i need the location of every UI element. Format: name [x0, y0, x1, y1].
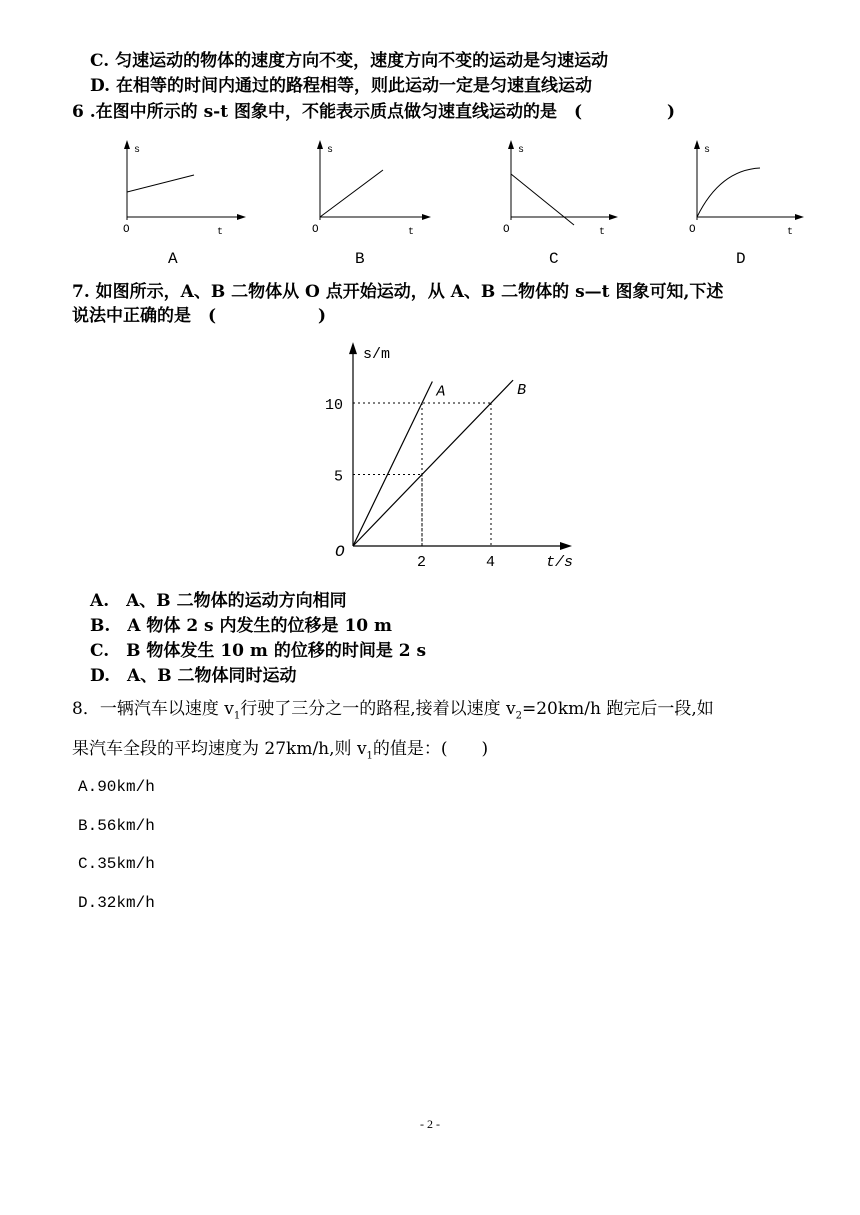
q6-a-caption: A [168, 250, 178, 268]
series-line-B [353, 380, 513, 546]
q6-c-y-label: s [518, 145, 525, 156]
q6-c-caption: C [549, 250, 559, 268]
q6-b-x-label: t [408, 227, 415, 238]
q6-d-x-label: t [787, 227, 794, 238]
y-tick-5: 5 [334, 468, 344, 486]
q6-b-caption: B [355, 250, 365, 268]
q6-c-origin: O [503, 224, 510, 236]
y-axis-label: s/m [363, 346, 391, 364]
series-line-A [353, 382, 432, 546]
q7-option-b: B. A 物体 2 s 内发生的位移是 10 m [90, 616, 393, 636]
q8-text-a: 8．一辆汽车以速度 v [72, 699, 234, 719]
q8-sub-2: 2 [515, 710, 522, 722]
origin-label: O [335, 543, 345, 561]
x-tick-2: 2 [417, 554, 427, 571]
q6-a-x-label: t [217, 227, 224, 238]
q8-stem-line2 [72, 738, 488, 767]
x-axis-arrow [560, 542, 572, 550]
q7-stem-line1: 7. 如图所示，A、B 二物体从 O 点开始运动，从 A、B 二物体的 s—t 图象可知,下述 [72, 282, 724, 302]
q7-stem-line2: 说法中正确的是 ( ) [72, 306, 327, 326]
q6-b-origin: O [312, 224, 319, 236]
q5-option-d: D. 在相等的时间内通过的路程相等，则此运动一定是匀速直线运动 [90, 76, 592, 96]
q8-option-c: C.35km/h [78, 855, 155, 873]
q6-d-y-label: s [704, 145, 711, 156]
q6-d-origin: O [689, 224, 696, 236]
q6-c-x-label: t [599, 227, 606, 238]
q6-b-y-label: s [327, 145, 334, 156]
q8-text-e: 的值是：( ) [372, 739, 489, 759]
q8-option-a: A.90km/h [78, 778, 155, 796]
q8-sub-3: 1 [366, 750, 373, 762]
q8-text-d: 果汽车全段的平均速度为 27km/h,则 v [72, 739, 367, 759]
q8-option-b: B.56km/h [78, 817, 155, 835]
q6-d-caption: D [736, 250, 746, 268]
series-label-A: A [436, 383, 446, 401]
series-label-B: B [517, 382, 527, 400]
q6-a-y-label: s [134, 145, 141, 156]
q7-option-c: C. B 物体发生 10 m 的位移的时间是 2 s [90, 641, 427, 661]
y-tick-10: 10 [325, 397, 344, 414]
q7-st-chart [0, 0, 860, 600]
q5-option-c: C. 匀速运动的物体的速度方向不变，速度方向不变的运动是匀速运动 [90, 51, 609, 71]
x-tick-4: 4 [486, 554, 496, 571]
q7-option-d: D. A、B 二物体同时运动 [90, 666, 297, 686]
q8-text-b: 行驶了三分之一的路程,接着以速度 v [240, 699, 516, 719]
q8-option-d: D.32km/h [78, 894, 155, 912]
y-axis-arrow [349, 342, 357, 354]
q8-stem-line1 [72, 698, 714, 727]
x-axis-label: t/s [546, 554, 574, 571]
page-number: - 2 - [420, 1117, 440, 1131]
q7-option-a: A. A、B 二物体的运动方向相同 [90, 591, 347, 611]
q6-a-origin: O [123, 224, 130, 236]
q8-sub-1: 1 [233, 710, 241, 722]
q8-text-c: =20km/h 跑完后一段,如 [522, 699, 714, 719]
q6-stem: 6 .在图中所示的 s-t 图象中，不能表示质点做匀速直线运动的是 ( ) [72, 102, 676, 122]
